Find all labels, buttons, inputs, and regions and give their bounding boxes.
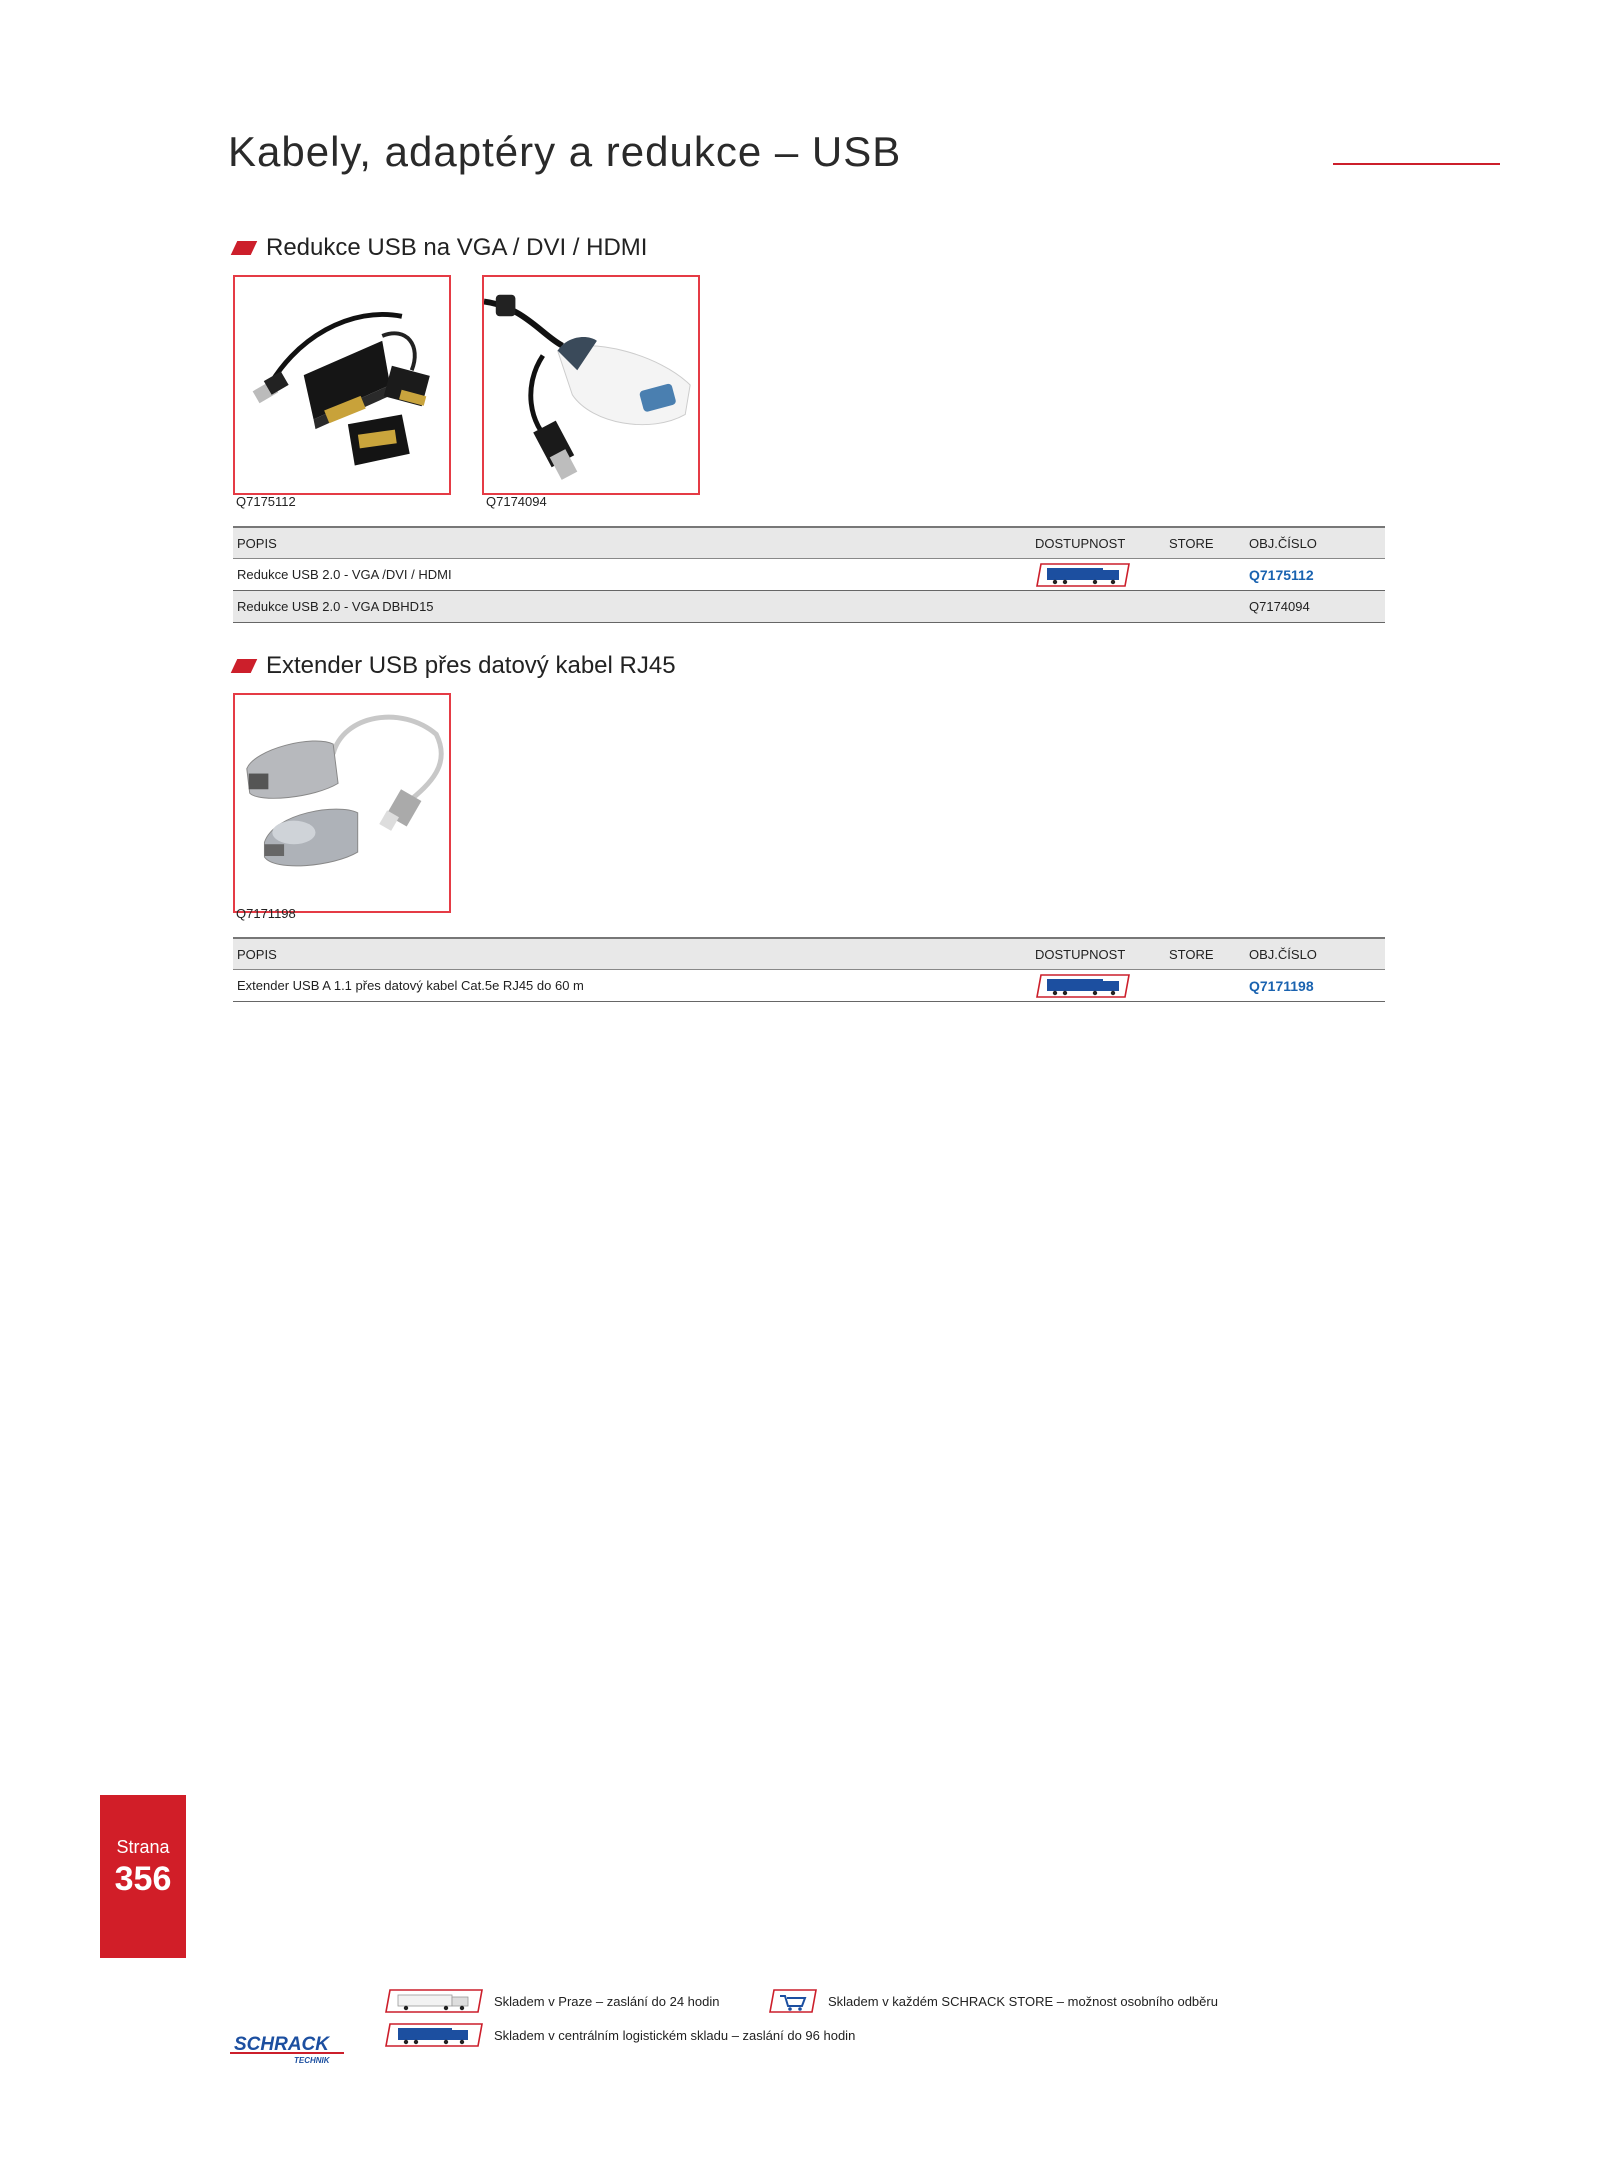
cell-dostupnost [1031, 970, 1165, 1002]
column-header-obj-cislo: OBJ.ČÍSLO [1245, 527, 1385, 559]
product-photo [233, 693, 451, 913]
cell-dostupnost [1031, 591, 1165, 623]
table-row [233, 559, 1385, 591]
column-header-obj-cislo: OBJ.ČÍSLO [1245, 938, 1385, 970]
cell-store [1165, 559, 1245, 591]
product-code-link[interactable]: Q7171198 [1249, 977, 1314, 994]
page-label: Strana [116, 1837, 170, 1857]
truck-96h-icon [1035, 562, 1131, 588]
section-heading [234, 234, 647, 262]
usb-vga-adapter-photo [484, 277, 698, 493]
page-number-tab [100, 1795, 186, 1958]
section-heading-text: Redukce USB na VGA / DVI / HDMI [266, 234, 648, 261]
logo-sub: TECHNIK [294, 2056, 330, 2065]
usb-extender-photo [235, 695, 449, 911]
table-row [233, 591, 1385, 623]
photo-code: Q7171198 [236, 906, 296, 921]
cell-popis: Redukce USB 2.0 - VGA /DVI / HDMI [233, 559, 1031, 591]
product-photo [233, 275, 451, 495]
title-rule [1333, 163, 1500, 165]
product-table [233, 937, 1385, 1002]
truck-96h-icon [1035, 973, 1131, 999]
cell-obj-cislo[interactable] [1245, 970, 1385, 1002]
cart-icon [768, 1988, 818, 2014]
page-number: 356 [114, 1860, 172, 1898]
cell-popis: Extender USB A 1.1 přes datový kabel Cat.5e RJ45 do 60 m [233, 970, 1031, 1002]
legend-text: Skladem v centrálním logistickém skladu – zaslání do 96 hodin [494, 2027, 856, 2043]
table-row [233, 970, 1385, 1002]
section-bullet-icon [231, 241, 258, 255]
truck-blue-icon [384, 2022, 484, 2048]
table-header-row [233, 938, 1385, 970]
section-bullet-icon [231, 659, 258, 673]
column-header-store: STORE [1165, 527, 1245, 559]
photo-code: Q7174094 [486, 494, 547, 509]
column-header-dostupnost: DOSTUPNOST [1031, 527, 1165, 559]
cell-store [1165, 591, 1245, 623]
truck-white-icon [384, 1988, 484, 2014]
cell-obj-cislo: Q7174094 [1245, 591, 1385, 623]
legend-item [384, 2022, 855, 2048]
page-title: Kabely, adaptéry a redukce – USB [228, 128, 902, 175]
legend-text: Skladem v každém SCHRACK STORE – možnost osobního odběru [828, 1993, 1218, 2009]
column-header-dostupnost: DOSTUPNOST [1031, 938, 1165, 970]
cell-store [1165, 970, 1245, 1002]
section-heading-text: Extender USB přes datový kabel RJ45 [266, 652, 676, 679]
product-code-link[interactable]: Q7175112 [1249, 566, 1314, 583]
logo-brand: SCHRACK [234, 2034, 329, 2055]
table-header-row [233, 527, 1385, 559]
legend-text: Skladem v Praze – zaslání do 24 hodin [494, 1993, 720, 2009]
cell-obj-cislo[interactable] [1245, 559, 1385, 591]
column-header-popis: POPIS [233, 527, 1031, 559]
section-heading [234, 652, 676, 680]
photo-code: Q7175112 [236, 494, 296, 509]
schrack-logo [226, 2030, 352, 2066]
legend-item [384, 1988, 719, 2014]
legend-item [768, 1988, 1218, 2014]
product-photo [482, 275, 700, 495]
cell-dostupnost [1031, 559, 1165, 591]
cell-popis: Redukce USB 2.0 - VGA DBHD15 [233, 591, 1031, 623]
usb-dvi-adapter-photo [235, 277, 449, 493]
column-header-popis: POPIS [233, 938, 1031, 970]
column-header-store: STORE [1165, 938, 1245, 970]
product-table [233, 526, 1385, 623]
